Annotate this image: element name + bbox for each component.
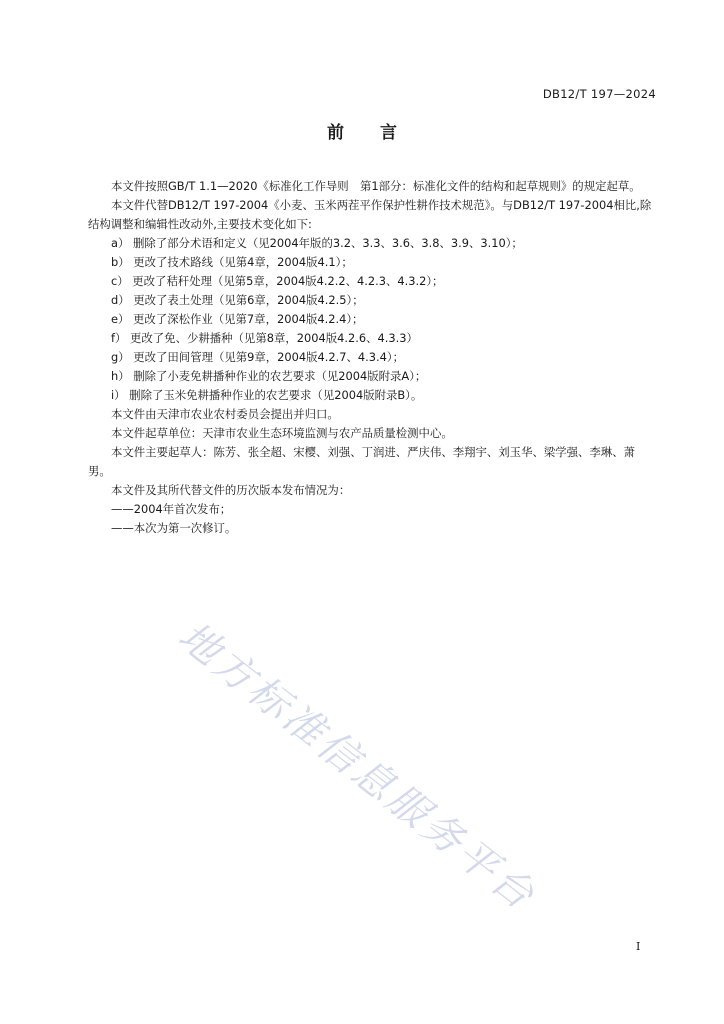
change-item-a: a） 删除了部分术语和定义（见2004年版的3.2、3.3、3.6、3.8、3.9、3.10）； (111, 236, 523, 250)
history-item-1: ——2004年首次发布； (111, 502, 232, 516)
document-number: DB12/T 197—2024 (542, 87, 656, 101)
change-item-c: c） 更改了秸秆处理（见第5章，2004版4.2.2、4.2.3、4.3.2）； (111, 274, 444, 288)
change-item-e: e） 更改了深松作业（见第7章，2004版4.2.4）； (111, 312, 364, 326)
watermark-text: 地方标准信息服务平台 (169, 613, 545, 921)
history-item-2: ——本次为第一次修订。 (111, 521, 237, 535)
change-item-g: g） 更改了田间管理（见第9章，2004版4.2.7、4.3.4）； (111, 350, 404, 364)
paragraph-drafting-rules: 本文件按照GB/T 1.1—2020《标准化工作导则 第1部分：标准化文件的结构和起草规则》的规定起草。 (111, 179, 641, 193)
change-item-d: d） 更改了表土处理（见第6章，2004版4.2.5）； (111, 293, 364, 307)
foreword-body (88, 177, 657, 538)
paragraph-history-title: 本文件及其所代替文件的历次版本发布情况为： (111, 483, 351, 497)
paragraph-replacement: 本文件代替DB12/T 197-2004《小麦、玉米两茬平作保护性耕作技术规范》。与DB12/T 197-2004相比,除结构调整和编辑性改动外,主要技术变化如下: (88, 198, 652, 231)
page-title (0, 118, 724, 143)
paragraph-drafters: 本文件主要起草人：陈芳、张全超、宋樱、刘强、丁润进、严庆伟、李翔宇、刘玉华、梁学强、李琳、萧男。 (88, 445, 635, 478)
title-char-2: 言 (380, 123, 397, 143)
title-char-1: 前 (327, 123, 344, 143)
change-item-h: h） 删除了小麦免耕播种作业的农艺要求（见2004版附录A）； (111, 369, 427, 383)
paragraph-proposer: 本文件由天津市农业农村委员会提出并归口。 (111, 407, 339, 421)
change-item-b: b） 更改了技术路线（见第4章，2004版4.1）； (111, 255, 353, 269)
change-item-f: f） 更改了免、少耕播种（见第8章，2004版4.2.6、4.3.3） (111, 331, 418, 345)
page-number: I (636, 940, 641, 953)
paragraph-drafting-unit: 本文件起草单位：天津市农业生态环境监测与农产品质量检测中心。 (111, 426, 453, 440)
change-item-i: i） 删除了玉米免耕播种作业的农艺要求（见2004版附录B）。 (111, 388, 423, 402)
